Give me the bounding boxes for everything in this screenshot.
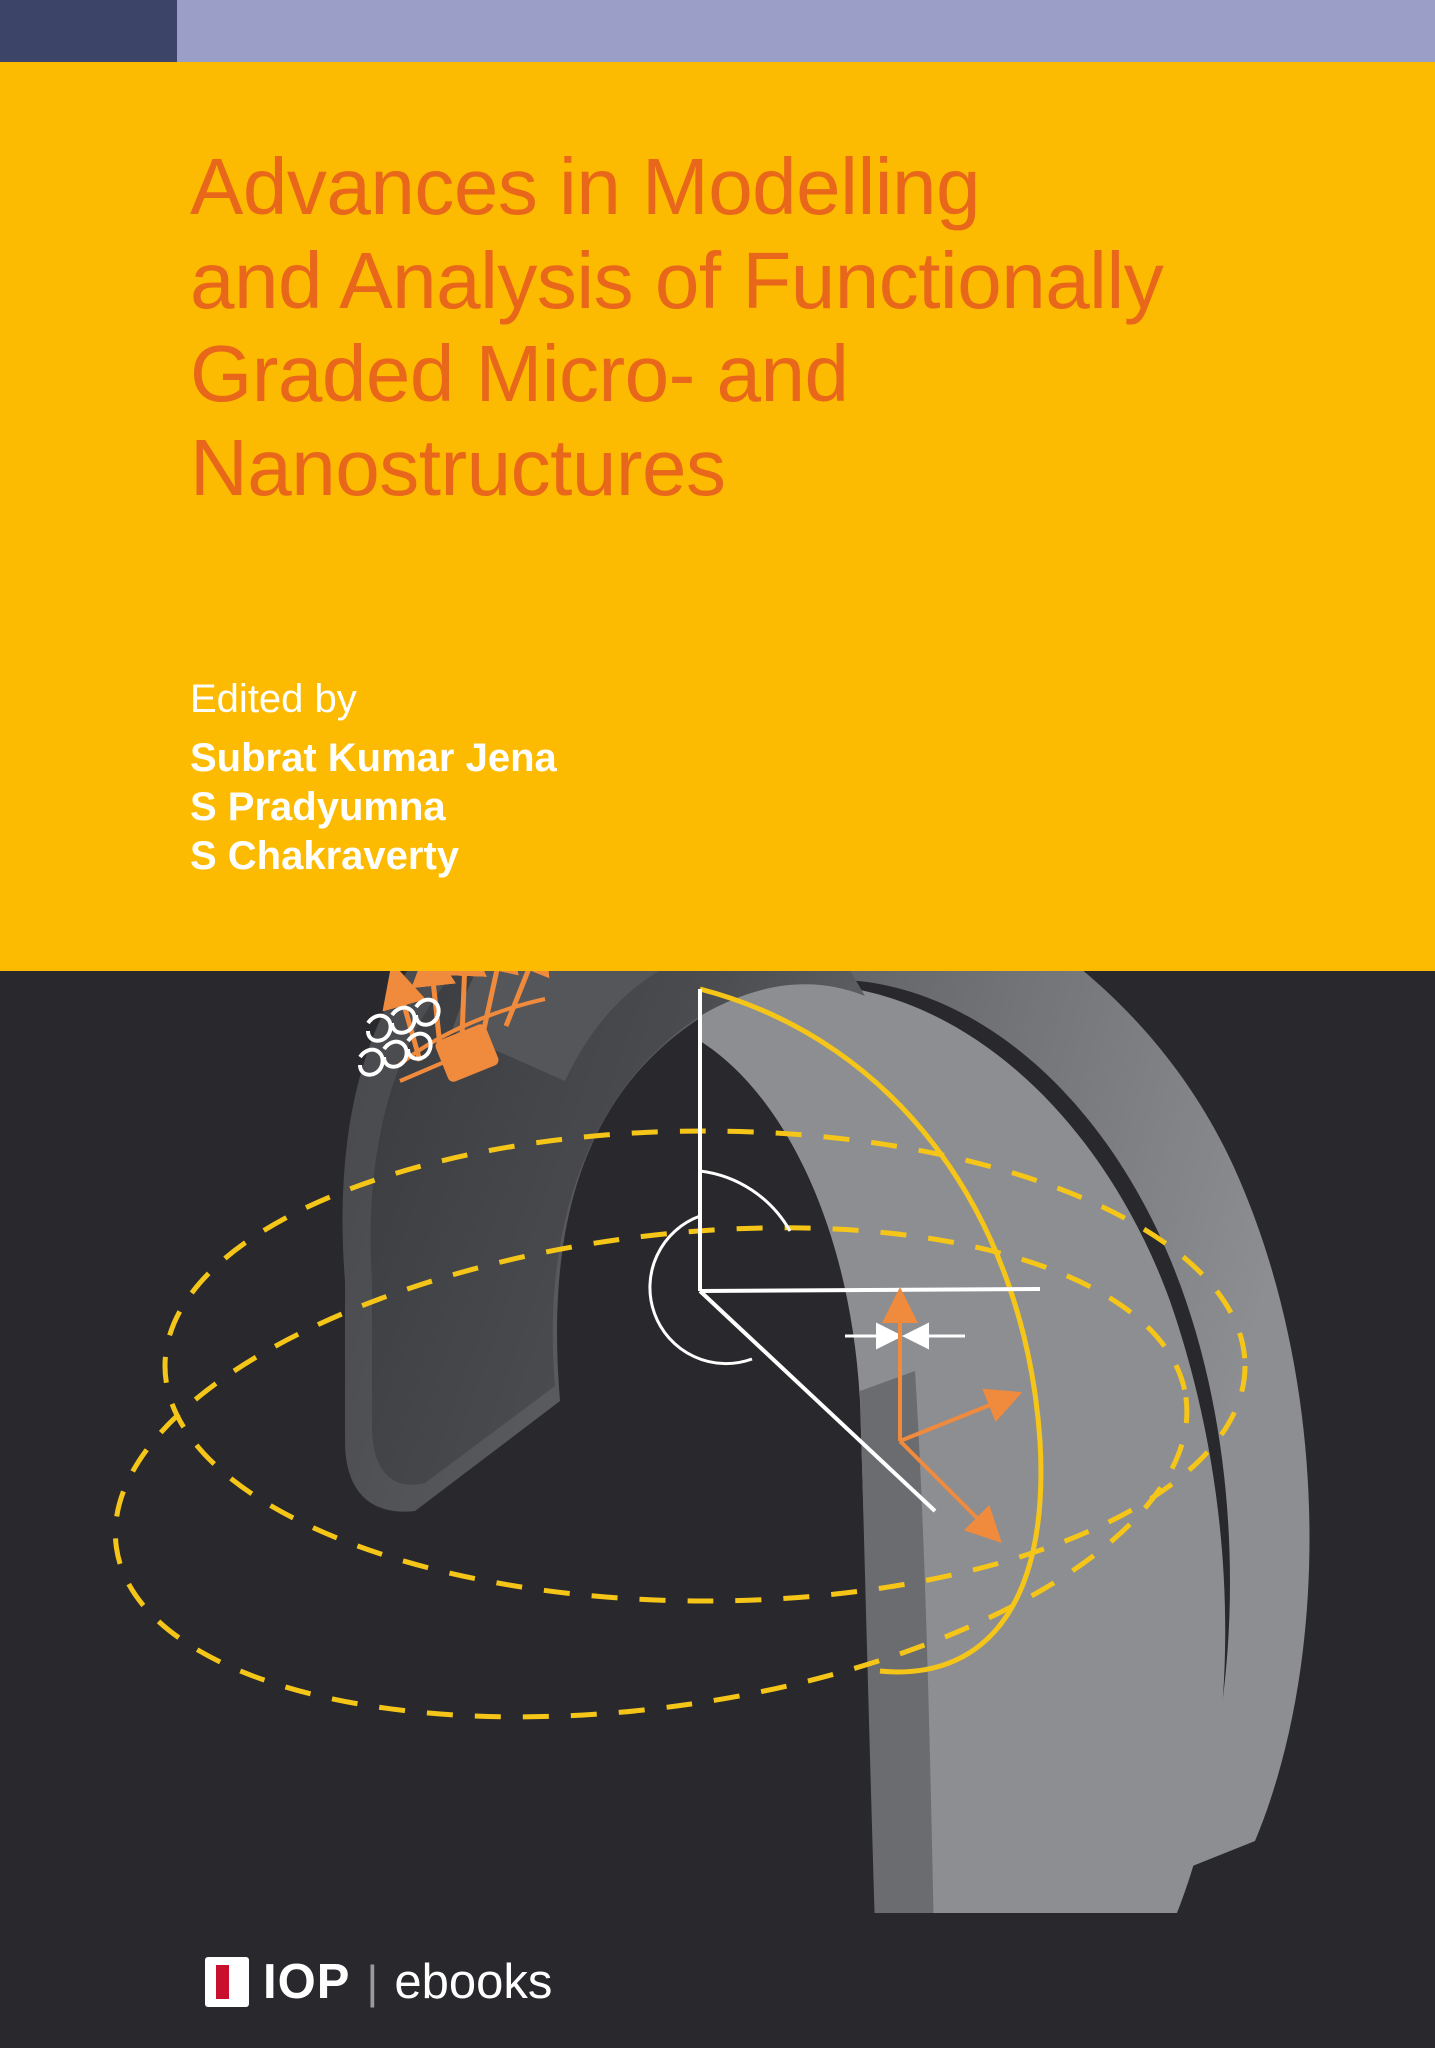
editor-name-3: S Chakraverty <box>190 833 460 878</box>
editor-list <box>190 734 1090 880</box>
product-name: ebooks <box>394 1955 553 2009</box>
book-title-line-4: Nanostructures <box>190 422 726 512</box>
publisher-name: IOP <box>263 1955 351 2009</box>
logo-divider: | <box>366 1956 379 2008</box>
iop-book-icon <box>205 1957 249 2007</box>
shell-structure-illustration <box>0 971 1435 2048</box>
top-color-bar <box>0 0 1435 62</box>
title-panel <box>0 62 1435 971</box>
axis-horizontal-line <box>700 1289 1040 1291</box>
book-title-line-2: and Analysis of Functionally <box>190 235 1164 325</box>
book-title-line-1: Advances in Modelling <box>190 142 980 231</box>
edited-by-label: Edited by <box>190 677 357 721</box>
cover-artwork <box>0 971 1435 2048</box>
top-color-tab <box>0 0 177 62</box>
page-title <box>190 140 1350 514</box>
iop-ebooks-logo <box>205 1952 552 2012</box>
angle-arc-1 <box>700 1171 790 1231</box>
editor-name-1: Subrat Kumar Jena <box>190 736 557 780</box>
book-title-line-3: Graded Micro- and <box>190 329 849 419</box>
editor-name-2: S Pradyumna <box>190 784 446 829</box>
footer <box>0 1913 1435 2048</box>
